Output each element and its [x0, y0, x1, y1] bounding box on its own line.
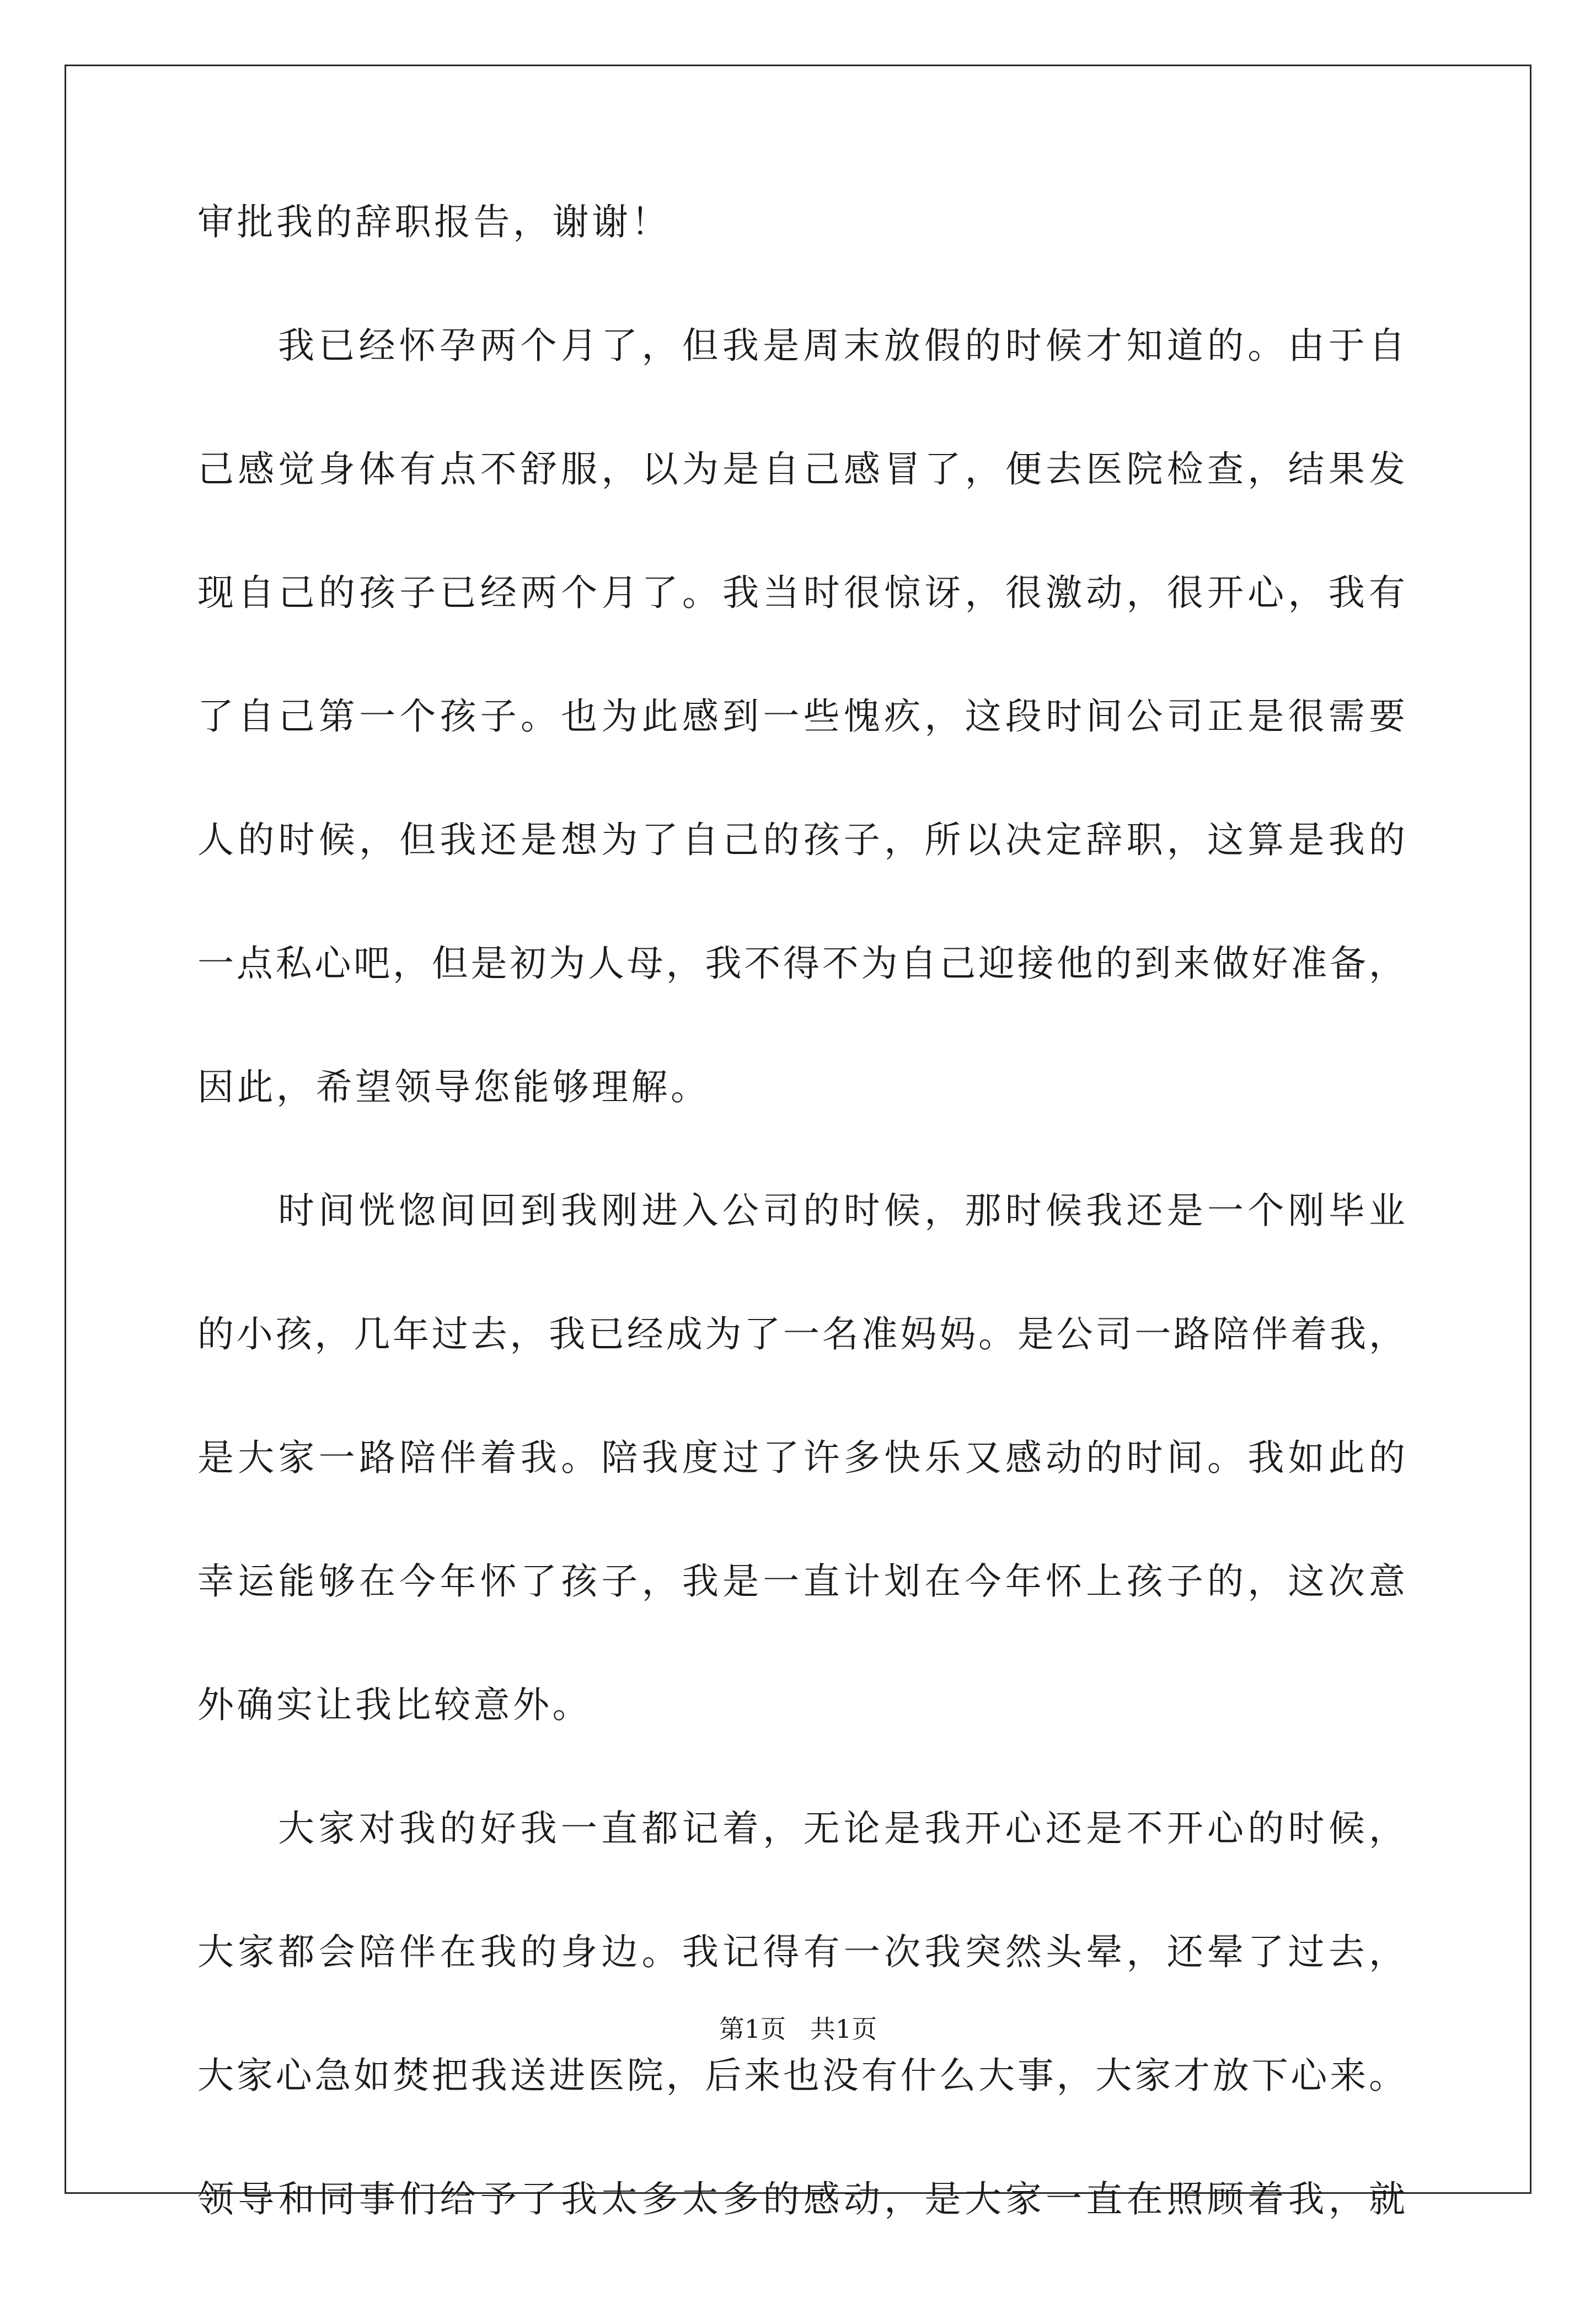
- page-footer: 第1页 共1页: [719, 2014, 877, 2044]
- text-line: 己感觉身体有点不舒服，以为是自己感冒了，便去医院检查，结果发: [197, 448, 1405, 490]
- text-line: 大家对我的好我一直都记着，无论是我开心还是不开心的时候，: [278, 1807, 1405, 1850]
- text-line: 一点私心吧，但是初为人母，我不得不为自己迎接他的到来做好准备，: [197, 942, 1405, 985]
- text-line: 因此，希望领导您能够理解。: [197, 1066, 710, 1108]
- text-line: 大家心急如焚把我送进医院，后来也没有什么大事，大家才放下心来。: [197, 2054, 1405, 2097]
- text-line: 时间恍惚间回到我刚进入公司的时候，那时候我还是一个刚毕业: [278, 1189, 1405, 1232]
- text-line: 我已经怀孕两个月了，但我是周末放假的时候才知道的。由于自: [278, 324, 1405, 367]
- text-line: 幸运能够在今年怀了孩子，我是一直计划在今年怀上孩子的，这次意: [197, 1560, 1405, 1603]
- text-line: 了自己第一个孩子。也为此感到一些愧疚，这段时间公司正是很需要: [197, 695, 1405, 738]
- text-line: 外确实让我比较意外。: [197, 1684, 592, 1726]
- text-line: 的小孩，几年过去，我已经成为了一名准妈妈。是公司一路陪伴着我，: [197, 1313, 1405, 1355]
- text-line: 人的时候，但我还是想为了自己的孩子，所以决定辞职，这算是我的: [197, 819, 1405, 861]
- text-line: 审批我的辞职报告，谢谢！: [197, 201, 671, 243]
- text-line: 领导和同事们给予了我太多太多的感动，是大家一直在照顾着我，就: [197, 2178, 1405, 2220]
- text-line: 是大家一路陪伴着我。陪我度过了许多快乐又感动的时间。我如此的: [197, 1436, 1405, 1479]
- text-line: 大家都会陪伴在我的身边。我记得有一次我突然头晕，还晕了过去，: [197, 1931, 1405, 1973]
- text-line: 现自己的孩子已经两个月了。我当时很惊讶，很激动，很开心，我有: [197, 572, 1405, 614]
- document-body: [197, 201, 1405, 2302]
